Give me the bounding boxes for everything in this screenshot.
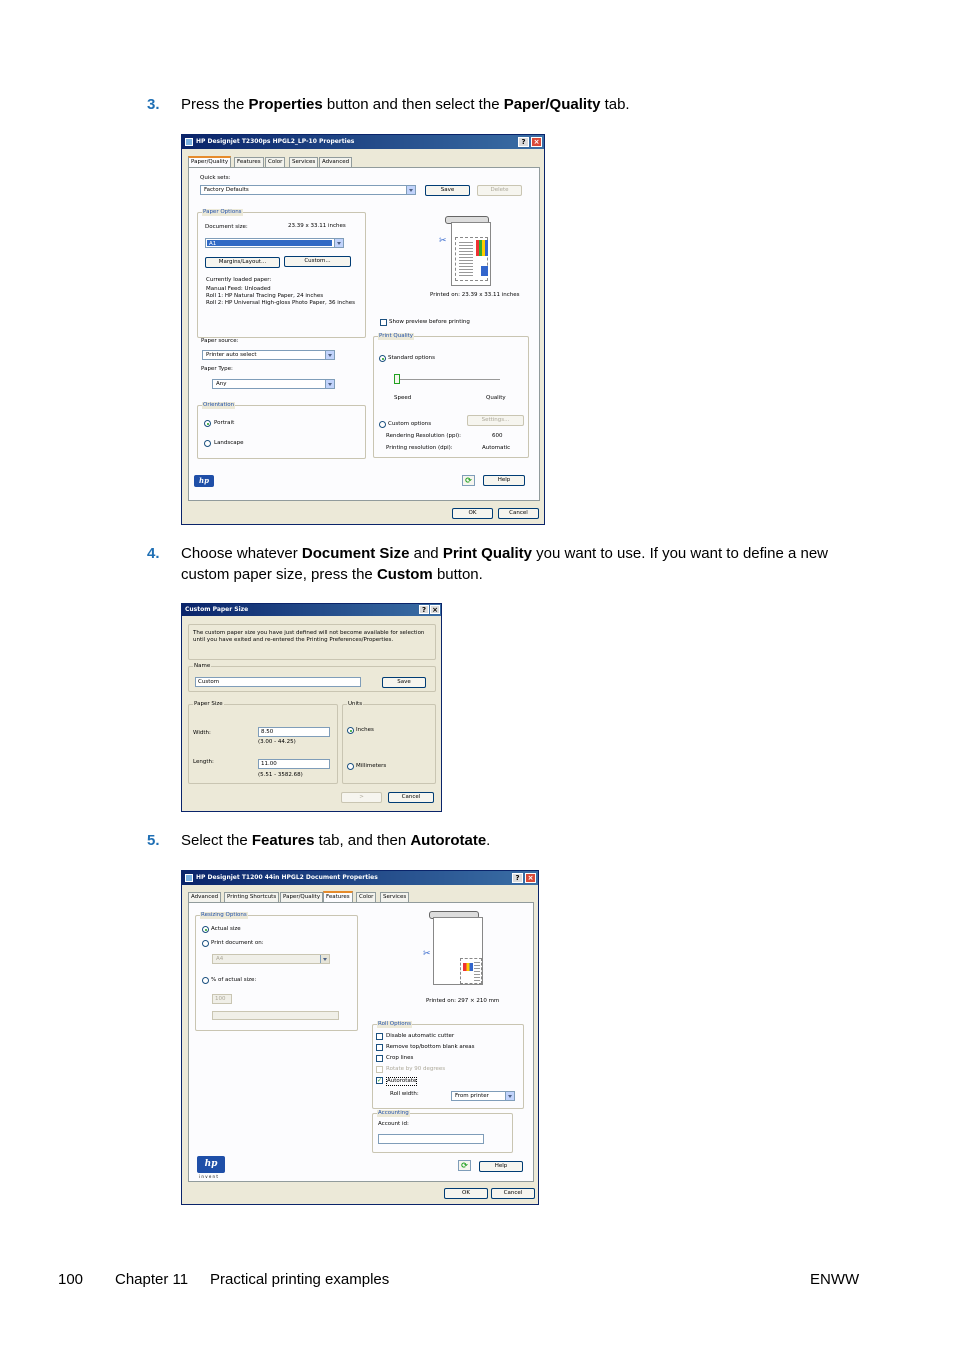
name-input[interactable]: Custom [195, 677, 361, 687]
length-range: (5.51 - 3582.68) [258, 772, 303, 778]
loaded-line: Manual Feed: Unloaded [206, 286, 271, 292]
print-document-on-radio[interactable] [202, 940, 209, 947]
resizing-options-group [195, 912, 358, 1031]
actual-size-label: Actual size [211, 926, 241, 932]
group-title: Roll Options [378, 1021, 411, 1027]
print-document-on-label: Print document on: [211, 940, 264, 946]
millimeters-label: Millimeters [356, 763, 387, 769]
quality-label: Quality [486, 395, 506, 401]
roll-options-group [372, 1021, 524, 1109]
close-icon[interactable]: × [525, 873, 536, 883]
loaded-paper-title: Currently loaded paper: [206, 277, 272, 283]
settings-button[interactable]: Settings... [467, 415, 524, 426]
actual-size-radio[interactable] [202, 926, 209, 933]
orientation-group [197, 402, 366, 459]
custom-button[interactable]: Custom... [284, 256, 351, 267]
tab-paper-quality[interactable]: Paper/Quality [188, 156, 231, 167]
width-label: Width: [193, 730, 211, 736]
ok-button[interactable]: OK [444, 1188, 488, 1199]
ok-button[interactable]: > [341, 792, 382, 803]
dialog-title-bar [182, 871, 538, 885]
accounting-group [372, 1110, 513, 1153]
paper-source-select[interactable]: Printer auto select [202, 350, 335, 360]
printer-icon [185, 874, 193, 882]
landscape-radio[interactable] [204, 440, 211, 447]
close-icon[interactable]: × [531, 137, 542, 147]
percent-size-slider[interactable] [212, 1011, 339, 1020]
group-title: Print Quality [379, 333, 414, 339]
loaded-line: Roll 1: HP Natural Tracing Paper, 24 inches [206, 293, 324, 299]
percent-size-radio[interactable] [202, 977, 209, 984]
custom-options-label: Custom options [388, 421, 432, 427]
custom-paper-size-dialog [181, 603, 442, 812]
close-icon[interactable]: × [430, 605, 440, 614]
printed-on-label: Printed on: 23.39 x 33.11 inches [430, 292, 520, 298]
step-number: 3. [147, 96, 160, 113]
length-input[interactable]: 11.00 [258, 759, 330, 769]
show-preview-checkbox[interactable] [380, 319, 387, 326]
landscape-label: Landscape [214, 440, 244, 446]
tab-color[interactable]: Color [265, 157, 285, 167]
printing-value: Automatic [482, 445, 511, 451]
name-group [188, 663, 436, 692]
standard-options-label: Standard options [388, 355, 436, 361]
features-panel [188, 902, 534, 1182]
dialog-title: Custom Paper Size [185, 606, 249, 613]
doc-size-select[interactable]: A1 [205, 238, 344, 248]
margins-layout-button[interactable]: Margins/Layout... [205, 257, 280, 268]
color-swatch [476, 240, 488, 256]
hp-logo: hp [197, 1156, 225, 1173]
speed-label: Speed [394, 395, 412, 401]
info-text: The custom paper size you have just defined will not become available for selection until you have exited and re-entered the Printing Preferences/Properties. [193, 630, 425, 643]
paper-type-label: Paper Type: [201, 366, 233, 372]
inches-radio[interactable] [347, 727, 354, 734]
roll-option-label: Crop lines [386, 1055, 414, 1061]
paper-source-label: Paper source: [201, 338, 239, 344]
roll-option-label: Rotate by 90 degrees [386, 1066, 446, 1072]
roll-option-label: Autorotate [387, 1078, 417, 1084]
paper-type-select[interactable]: Any [212, 379, 335, 389]
inches-label: Inches [356, 727, 374, 733]
dialog-title: HP Designjet T2300ps HPGL2_LP-10 Properties [196, 138, 355, 145]
dialog-title-bar [182, 604, 441, 616]
help-icon[interactable]: ? [512, 873, 523, 883]
refresh-icon[interactable]: ⟳ [462, 475, 475, 486]
percent-size-label: % of actual size: [211, 977, 257, 983]
roll-option-label: Disable automatic cutter [386, 1033, 455, 1039]
name-label: Name [194, 663, 211, 669]
paper-preview [433, 917, 483, 985]
roll-width-select[interactable]: From printer [451, 1091, 515, 1101]
percent-size-input[interactable]: 100 [212, 994, 232, 1004]
chevron-down-icon [334, 239, 343, 247]
quick-sets-select[interactable]: Factory Defaults [200, 185, 416, 195]
chevron-down-icon [325, 380, 334, 388]
document-properties-dialog [181, 870, 539, 1205]
info-box [188, 624, 436, 660]
step-number: 5. [147, 832, 160, 849]
doc-size-label: Document size: [205, 224, 248, 230]
length-label: Length: [193, 759, 214, 765]
refresh-icon[interactable]: ⟳ [458, 1160, 471, 1171]
step-text: Choose whatever Document Size and Print Quality you want to use. If you want to define a new custom paper size, press the Custom button. [181, 545, 829, 583]
millimeters-radio[interactable] [347, 763, 354, 770]
tab-services[interactable]: Services [380, 892, 409, 902]
crop-lines-checkbox[interactable] [376, 1055, 383, 1062]
save-button[interactable]: Save [382, 677, 426, 688]
tab-advanced[interactable]: Advanced [319, 157, 352, 167]
quality-slider-track [396, 379, 500, 380]
hp-logo: hp [194, 475, 214, 487]
help-button[interactable]: Help [483, 475, 525, 486]
cancel-button[interactable]: Cancel [491, 1188, 535, 1199]
quality-slider-thumb[interactable] [394, 374, 400, 384]
account-id-input[interactable] [378, 1134, 484, 1144]
units-group [342, 701, 436, 784]
chevron-down-icon [320, 955, 329, 963]
help-button[interactable]: Help [479, 1161, 523, 1172]
show-preview-label: Show preview before printing [389, 319, 470, 325]
rotate-90-checkbox[interactable] [376, 1066, 383, 1073]
portrait-label: Portrait [214, 420, 235, 426]
group-title: Orientation [203, 402, 235, 408]
tab-printing-shortcuts[interactable]: Printing Shortcuts [224, 892, 279, 902]
account-id-label: Account id: [378, 1121, 409, 1127]
section-title: Practical printing examples [210, 1271, 390, 1288]
tab-paper-quality[interactable]: Paper/Quality [280, 892, 323, 902]
width-range: (3.00 - 44.25) [258, 739, 296, 745]
group-title: Paper Size [194, 701, 223, 707]
chevron-down-icon [406, 186, 415, 194]
group-title: Units [348, 701, 363, 707]
paper-preview [451, 222, 491, 286]
chevron-down-icon [505, 1092, 514, 1100]
tab-features[interactable]: Features [234, 157, 264, 167]
scissors-icon: ✂ [439, 236, 447, 246]
group-title: Resizing Options [201, 912, 247, 918]
paper-quality-panel [188, 167, 540, 501]
page-preview [421, 911, 493, 981]
page-number: 100 [58, 1271, 84, 1288]
standard-options-radio[interactable] [379, 355, 386, 362]
width-input[interactable]: 8.50 [258, 727, 330, 737]
printer-icon [185, 138, 193, 146]
paper-options-group [197, 209, 366, 338]
autorotate-checkbox[interactable]: ✓ [377, 1077, 383, 1084]
step-number: 4. [147, 545, 160, 562]
step-text: Select the Features tab, and then Autorotate. [181, 832, 491, 849]
roll-option-label: Remove top/bottom blank areas [386, 1044, 475, 1050]
tab-services[interactable]: Services [289, 157, 318, 167]
chevron-down-icon [325, 351, 334, 359]
custom-options-radio[interactable] [379, 421, 386, 428]
printed-on-label: Printed on: 297 × 210 mm [426, 998, 500, 1004]
cancel-button[interactable]: Cancel [388, 792, 434, 803]
ok-button[interactable]: OK [452, 508, 493, 519]
group-title: Accounting [378, 1110, 409, 1116]
disable-cutter-checkbox[interactable] [376, 1033, 383, 1040]
color-swatch [463, 963, 473, 971]
dialog-title: HP Designjet T1200 44in HPGL2 Document Properties [196, 874, 378, 881]
tab-color[interactable]: Color [356, 892, 376, 902]
rendering-value: 600 [492, 433, 503, 439]
loaded-line: Roll 2: HP Universal High-gloss Photo Paper, 36 inches [206, 300, 356, 306]
tab-advanced[interactable]: Advanced [188, 892, 221, 902]
footer-right: ENWW [810, 1271, 860, 1288]
dialog-title-bar [182, 135, 544, 149]
cancel-button[interactable]: Cancel [498, 508, 539, 519]
doc-size-dims: 23.39 x 33.11 inches [288, 223, 346, 229]
printing-label: Printing resolution (dpi): [386, 445, 453, 451]
print-document-on-select[interactable]: A4 [212, 954, 330, 964]
properties-dialog [181, 134, 545, 525]
help-icon[interactable]: ? [419, 605, 429, 614]
save-button[interactable]: Save [425, 185, 470, 196]
delete-button[interactable]: Delete [477, 185, 522, 196]
chapter-label: Chapter 11 [115, 1271, 189, 1288]
step-text: Press the Properties button and then select the Paper/Quality tab. [181, 96, 630, 113]
remove-blank-checkbox[interactable] [376, 1044, 383, 1051]
page-preview [435, 216, 497, 284]
portrait-radio[interactable] [204, 420, 211, 427]
group-title: Paper Options [203, 209, 242, 215]
help-icon[interactable]: ? [518, 137, 529, 147]
roll-width-label: Roll width: [390, 1091, 419, 1097]
quick-sets-label: Quick sets: [200, 175, 231, 181]
hp-invent-tagline: i n v e n t [199, 1174, 218, 1179]
tab-features[interactable]: Features [323, 891, 353, 902]
paper-size-group [188, 701, 338, 784]
rendering-label: Rendering Resolution (ppi): [386, 433, 461, 439]
scissors-icon: ✂ [423, 949, 431, 959]
print-quality-group [373, 333, 529, 458]
